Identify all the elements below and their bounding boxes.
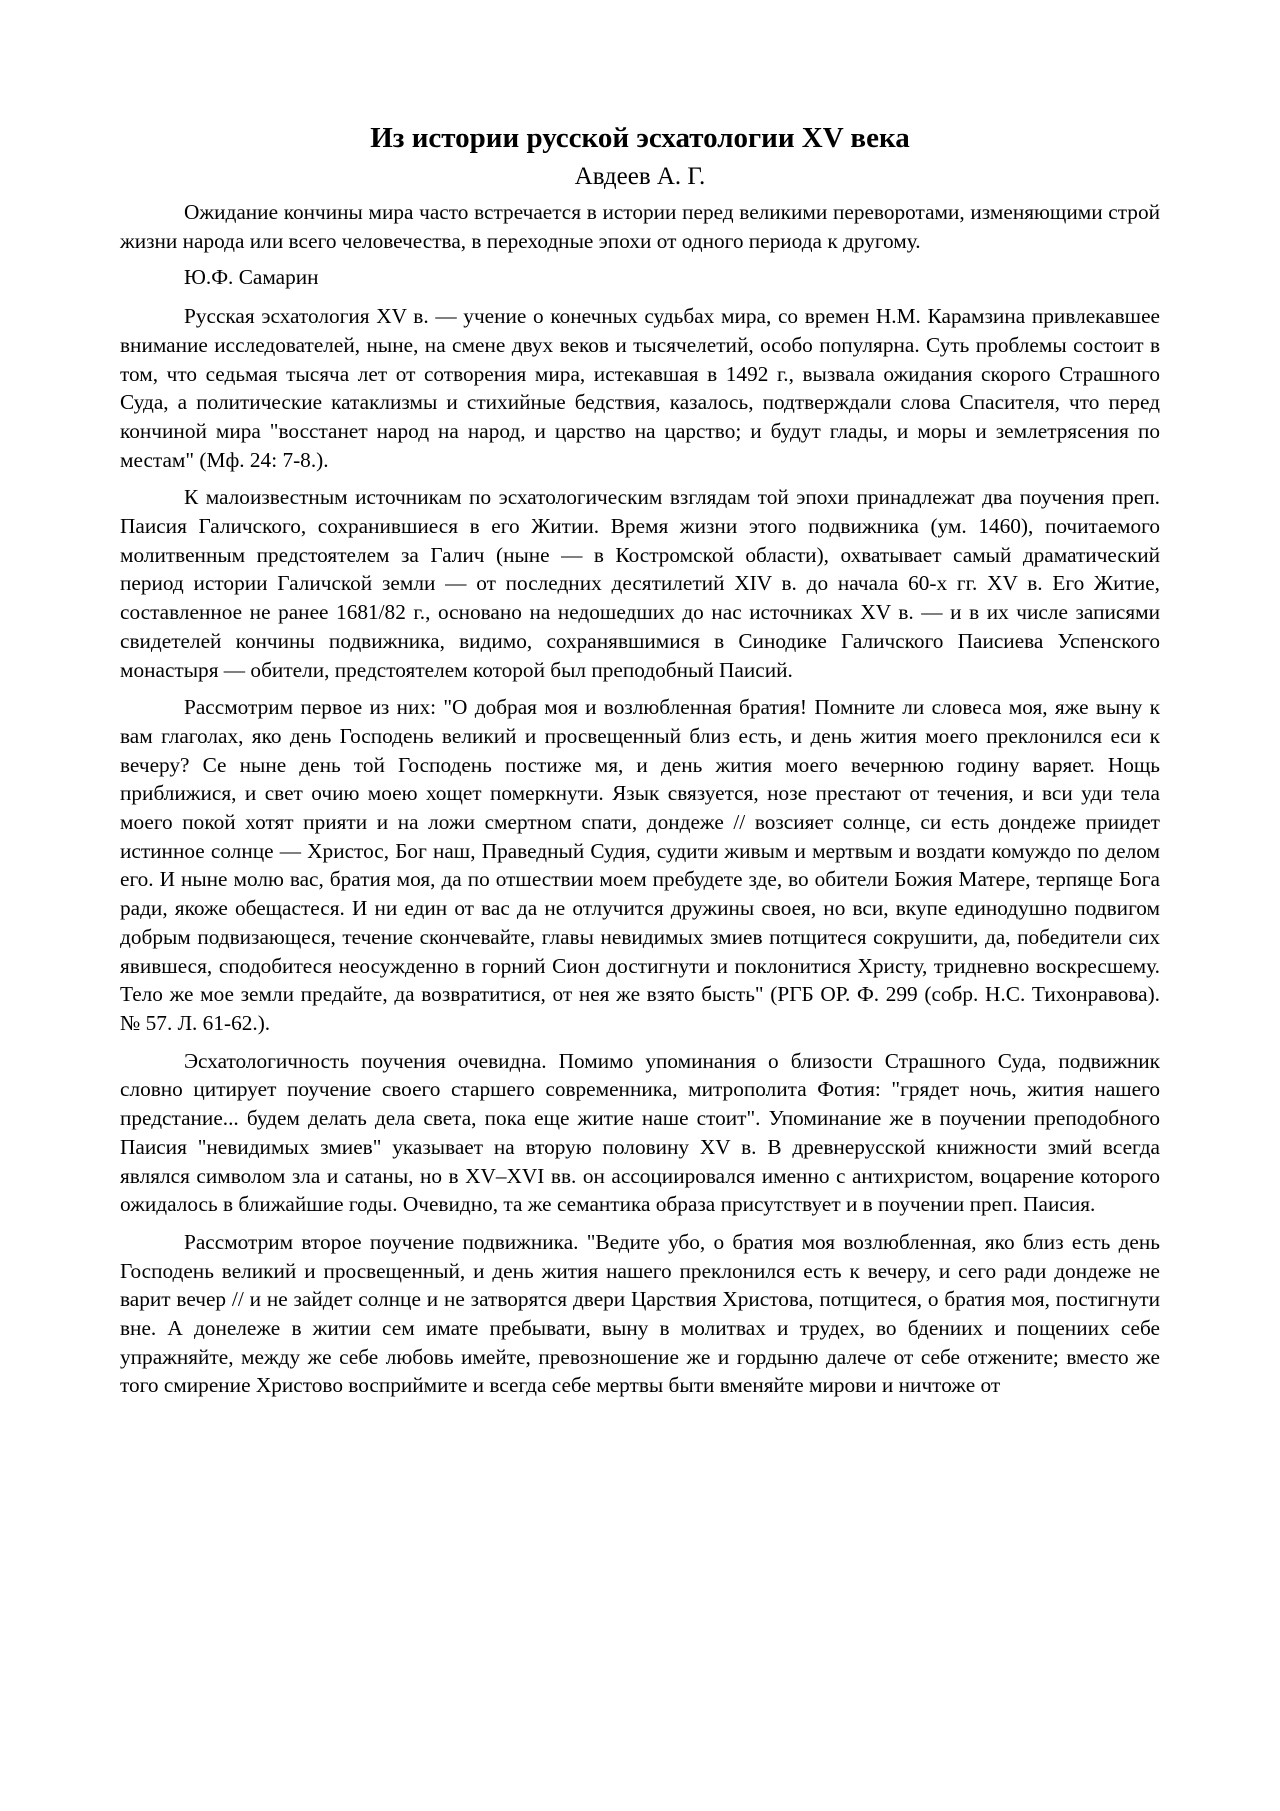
epigraph-text: Ожидание кончины мира часто встречается в истории перед великими переворотами, изменяющими строй жизни народа или всего человечества, в переходные эпохи от одного периода к другому.	[120, 200, 1160, 253]
epigraph-author: Ю.Ф. Самарин	[184, 265, 319, 290]
document-page	[120, 118, 1160, 1409]
body-paragraph: К малоизвестным источникам по эсхатологическим взглядам той эпохи принадлежат два поучения преп. Паисия Галичского, сохранившиеся в его Житии. Время жизни этого подвижника (ум. 1460), почитаемого молитвенным предстоятелем за Галич (ныне — в Костромской области), охватывает самый драматический период истории Галичской земли — от последних десятилетий XIV в. до начала 60-х гг. XV в. Его Житие, составленное не ранее 1681/82 г., основано на недошедших до нас источниках XV в. — и в их числе записями свидетелей кончины подвижника, видимо, сохранявшимися в Синодике Галичского Паисиева Успенского монастыря — обители, предстоятелем которой был преподобный Паисий.	[120, 485, 1160, 682]
body-paragraph: Рассмотрим первое из них: "О добрая моя и возлюбленная братия! Помните ли словеса моя, яже выну к вам глаголах, яко день Господень великий и просвещенный близ есть, и день жития моего преклонился еси к вечеру? Се ныне день той Господень постиже мя, и день жития моего вечернюю годину варяет. Нощь приближися, и свет очию моею хощет померкнути. Язык связуется, нозе престают от течения, и вси уди тела моего покой хотят прияти и на ложи смертном спати, дондеже // возсияет солнце, си есть дондеже приидет истинное солнце — Христос, Бог наш, Праведный Судия, судити живым и мертвым и воздати комуждо по делом его. И ныне молю вас, братия моя, да по отшествии моем пребудете зде, во обители Божия Матере, терпяще Бога ради, якоже обещастеся. И ни един от вас да не отлучится дружины своея, но вси, вкупе единодушно подвигом добрым подвизающеся, течение скончевайте, главы невидимых змиев потщитеся сокрушити, да, победители сих явившеся, сподобитеся неосужденно в горний Сион достигнути и поклонитися Христу, тридневно воскресшему. Тело же мое земли предайте, да возвратитися, от нея же взято бысть" (РГБ ОР. Ф. 299 (собр. Н.С. Тихонравова). № 57. Л. 61-62.).	[120, 695, 1160, 1035]
document-author: Авдеев А. Г.	[574, 163, 706, 190]
body-paragraph: Русская эсхатология XV в. — учение о конечных судьбах мира, со времен Н.М. Карамзина привлекавшее внимание исследователей, ныне, на смене двух веков и тысячелетий, особо популярна. Суть проблемы состоит в том, что седьмая тысяча лет от сотворения мира, истекавшая в 1492 г., вызвала ожидания скорого Страшного Суда, а политические катаклизмы и стихийные бедствия, казалось, подтверждали слова Спасителя, что перед кончиной мира "восстанет народ на народ, и царство на царство; и будут глады, и моры и землетрясения по местам" (Мф. 24: 7-8.).	[120, 304, 1160, 472]
document-title: Из истории русской эсхатологии XV века	[370, 122, 910, 154]
body-paragraph: Эсхатологичность поучения очевидна. Помимо упоминания о близости Страшного Суда, подвижник словно цитирует поучение своего старшего современника, митрополита Фотия: "грядет ночь, жития нашего предстание... будем делать дела света, пока еще житие наше стоит". Упоминание же в поучении преподобного Паисия "невидимых змиев" указывает на вторую половину XV в. В древнерусской книжности змий всегда являлся символом зла и сатаны, но в XV–XVI вв. он ассоциировался именно с антихристом, воцарение которого ожидалось в ближайшие годы. Очевидно, та же семантика образа присутствует и в поучении преп. Паисия.	[120, 1048, 1160, 1217]
body-paragraph: Рассмотрим второе поучение подвижника. "Ведите убо, о братия моя возлюбленная, яко близ есть день Господень великий и просвещенный, и день жития нашего преклонился есть к вечеру, и сего ради дондеже не варит вечер // и не зайдет солнце и не затворятся двери Царствия Христова, потщитеся, о братия моя, постигнути вне. А донележе в житии сем имате пребывати, выну в молитвах и трудех, во бдениих и пощениих себе упражняйте, между же себе любовь имейте, превозношение же и гордыню далече от себе отжените; вместо же того смирение Христово восприймите и всегда себе мертвы быти вменяйте мирови и ничтоже от	[120, 1229, 1160, 1398]
